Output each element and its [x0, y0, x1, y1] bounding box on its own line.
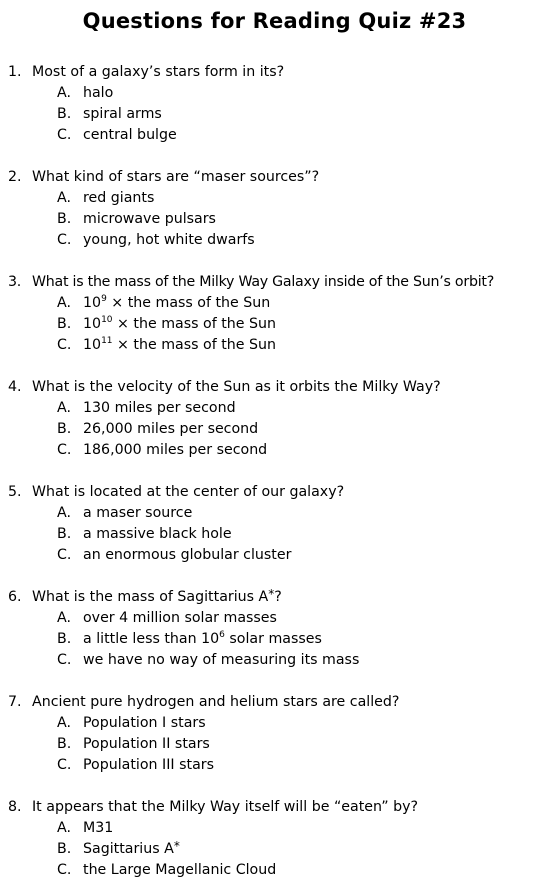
- question-text: [8, 798, 418, 816]
- option-text: a little less than 10: [83, 631, 220, 647]
- option-text: red giants: [83, 190, 155, 206]
- option-text: Population I stars: [83, 715, 206, 731]
- question-prompt: Most of a galaxy’s stars form in its?: [32, 64, 285, 80]
- option-text: we have no way of measuring its mass: [83, 652, 360, 668]
- question-number: 4.: [8, 379, 22, 395]
- asterisk-symbol: *: [173, 839, 180, 853]
- option-a: [57, 189, 154, 207]
- option-a: [57, 714, 206, 732]
- option-base: 10: [83, 295, 102, 311]
- option-letter: A.: [57, 190, 71, 206]
- question-text: [8, 378, 441, 396]
- option-letter: A.: [57, 400, 71, 416]
- question-text: [8, 63, 284, 81]
- question-prompt-end: ?: [274, 589, 282, 605]
- option-b: [57, 420, 258, 438]
- option-text: Population III stars: [83, 757, 214, 773]
- question-number: 3.: [8, 274, 22, 290]
- option-c: [57, 441, 267, 459]
- option-text: a maser source: [83, 505, 193, 521]
- option-c: [57, 756, 214, 774]
- option-text: young, hot white dwarfs: [83, 232, 255, 248]
- option-letter: B.: [57, 526, 72, 542]
- option-c: [57, 126, 177, 144]
- option-b: [57, 840, 180, 858]
- option-exponent: 10: [101, 315, 113, 325]
- option-text: × the mass of the Sun: [112, 337, 276, 353]
- option-letter: C.: [57, 442, 72, 458]
- question-number: 6.: [8, 589, 22, 605]
- option-a: [57, 819, 113, 837]
- option-letter: C.: [57, 757, 72, 773]
- option-letter: B.: [57, 631, 72, 647]
- option-text: central bulge: [83, 127, 177, 143]
- question-prompt: It appears that the Milky Way itself will be “eaten” by?: [32, 799, 419, 815]
- question-number: 2.: [8, 169, 22, 185]
- option-a: [57, 84, 113, 102]
- option-b: [57, 735, 210, 753]
- question-text: [8, 483, 344, 501]
- question-number: 5.: [8, 484, 22, 500]
- question-text: [8, 693, 399, 711]
- question-number: 8.: [8, 799, 22, 815]
- option-c: [57, 546, 291, 564]
- option-letter: A.: [57, 505, 71, 521]
- option-text: microwave pulsars: [83, 211, 216, 227]
- question-text: [8, 588, 282, 606]
- option-exponent: 6: [219, 630, 225, 640]
- option-base: 10: [83, 316, 102, 332]
- option-letter: B.: [57, 736, 72, 752]
- question-prompt: What is located at the center of our galaxy?: [32, 484, 345, 500]
- option-text-end: solar masses: [224, 631, 322, 647]
- question-number: 7.: [8, 694, 22, 710]
- option-text: M31: [83, 820, 114, 836]
- option-text: over 4 million solar masses: [83, 610, 277, 626]
- question-text: [8, 168, 319, 186]
- option-c: [57, 651, 359, 669]
- question-number: 1.: [8, 64, 22, 80]
- page-title: Questions for Reading Quiz #23: [82, 9, 467, 33]
- option-b: [57, 105, 162, 123]
- option-letter: C.: [57, 337, 72, 353]
- asterisk-symbol: *: [268, 587, 275, 601]
- option-a: [57, 399, 236, 417]
- option-text: halo: [83, 85, 114, 101]
- option-b: [57, 315, 276, 333]
- option-b: [57, 630, 322, 648]
- option-letter: A.: [57, 295, 71, 311]
- option-text: an enormous globular cluster: [83, 547, 292, 563]
- option-c: [57, 336, 276, 354]
- option-letter: B.: [57, 841, 72, 857]
- option-letter: B.: [57, 106, 72, 122]
- option-text: Sagittarius A: [83, 841, 174, 857]
- option-letter: B.: [57, 421, 72, 437]
- option-text: 130 miles per second: [83, 400, 236, 416]
- option-letter: A.: [57, 85, 71, 101]
- option-letter: C.: [57, 652, 72, 668]
- question-prompt: What is the velocity of the Sun as it orbits the Milky Way?: [32, 379, 441, 395]
- option-letter: B.: [57, 316, 72, 332]
- option-text: 186,000 miles per second: [83, 442, 268, 458]
- option-letter: B.: [57, 211, 72, 227]
- option-letter: C.: [57, 232, 72, 248]
- option-text: Population II stars: [83, 736, 210, 752]
- option-letter: A.: [57, 610, 71, 626]
- question-prompt: What kind of stars are “maser sources”?: [32, 169, 320, 185]
- option-text: a massive black hole: [83, 526, 232, 542]
- option-text: the Large Magellanic Cloud: [83, 862, 277, 878]
- option-text: × the mass of the Sun: [112, 316, 276, 332]
- option-c: [57, 861, 276, 879]
- question-text: [8, 273, 494, 291]
- option-letter: A.: [57, 820, 71, 836]
- option-c: [57, 231, 255, 249]
- option-exponent: 9: [101, 294, 107, 304]
- option-text: × the mass of the Sun: [106, 295, 271, 311]
- option-a: [57, 294, 270, 312]
- option-text: 26,000 miles per second: [83, 421, 259, 437]
- option-letter: C.: [57, 862, 72, 878]
- option-b: [57, 525, 232, 543]
- question-prompt: What is the mass of the Milky Way Galaxy inside of the Sun’s orbit?: [32, 274, 494, 290]
- option-letter: A.: [57, 715, 71, 731]
- option-text: spiral arms: [83, 106, 162, 122]
- option-letter: C.: [57, 547, 72, 563]
- option-a: [57, 609, 277, 627]
- option-base: 10: [83, 337, 102, 353]
- question-prompt: What is the mass of Sagittarius A: [32, 589, 269, 605]
- option-exponent: 11: [101, 336, 113, 346]
- option-letter: C.: [57, 127, 72, 143]
- option-a: [57, 504, 192, 522]
- option-b: [57, 210, 216, 228]
- question-prompt: Ancient pure hydrogen and helium stars are called?: [32, 694, 400, 710]
